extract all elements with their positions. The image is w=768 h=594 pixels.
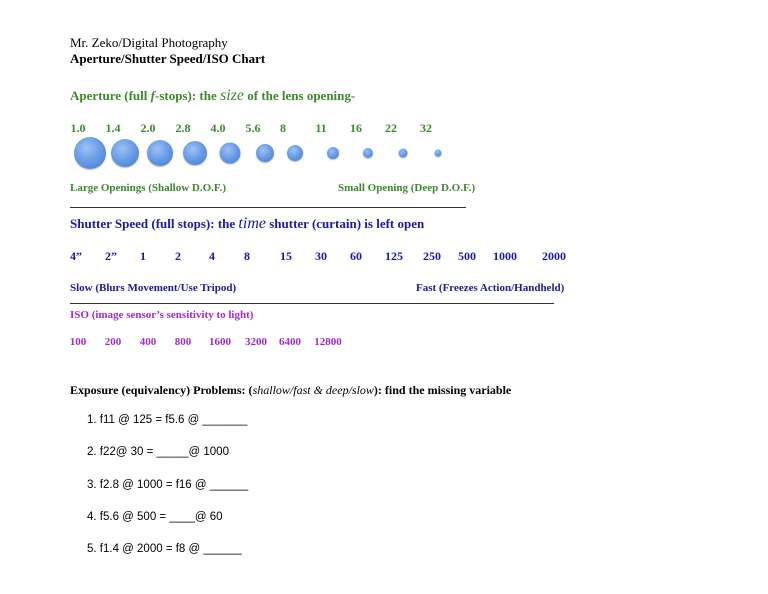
- shutter-heading: [70, 215, 424, 233]
- exposure-problem-item: 1. f11 @ 125 = f5.6 @ _______: [87, 414, 248, 426]
- lens-opening-circle: [147, 140, 173, 166]
- aperture-heading-text: -stops): the: [154, 88, 220, 103]
- aperture-stop-label: 1.0: [70, 121, 86, 135]
- exposure-problem-item: 3. f2.8 @ 1000 = f16 @ ______: [87, 479, 249, 491]
- aperture-stop-label: 16: [350, 121, 362, 135]
- shutter-speed-label: 250: [423, 249, 441, 263]
- iso-value-label: 12800: [314, 336, 342, 348]
- shutter-speed-label: 8: [244, 249, 250, 263]
- shutter-heading-text: shutter (curtain) is left open: [265, 216, 425, 231]
- exposure-heading-text: ): find the missing variable: [373, 383, 512, 397]
- aperture-heading-size: size: [219, 87, 244, 104]
- lens-opening-circle: [435, 150, 442, 157]
- shutter-heading-time: time: [238, 215, 266, 232]
- lens-opening-circle: [287, 145, 303, 161]
- lens-opening-circle: [74, 137, 106, 169]
- aperture-stop-label: 2.0: [140, 121, 156, 135]
- aperture-stop-label: 2.8: [175, 121, 191, 135]
- shutter-heading-text: Shutter Speed (full stops): the: [70, 216, 239, 231]
- shutter-speed-label: 1000: [493, 249, 517, 263]
- aperture-stop-label: 22: [385, 121, 397, 135]
- aperture-stop-label: 32: [420, 121, 432, 135]
- aperture-stop-label: 1.4: [105, 121, 121, 135]
- iso-value-label: 3200: [245, 336, 267, 348]
- aperture-heading-text: Aperture (full: [70, 88, 151, 103]
- shutter-speed-label: 30: [315, 249, 327, 263]
- exposure-heading-italic: shallow/fast & deep/slow: [252, 383, 374, 397]
- lens-opening-circle: [399, 149, 408, 158]
- aperture-heading-text: of the lens opening-: [243, 88, 356, 103]
- slow-caption: Slow (Blurs Movement/Use Tripod): [70, 282, 237, 294]
- shutter-speed-label: 2000: [542, 249, 566, 263]
- aperture-heading-f: f: [150, 88, 155, 103]
- aperture-stop-label: 8: [280, 121, 286, 135]
- small-opening-caption: Small Opening (Deep D.O.F.): [338, 182, 476, 194]
- iso-value-label: 400: [139, 336, 157, 348]
- iso-value-label: 800: [174, 336, 192, 348]
- lens-opening-circle: [327, 147, 339, 159]
- exposure-problem-item: 2. f22@ 30 = _____@ 1000: [87, 446, 229, 458]
- lens-opening-circle: [363, 148, 373, 158]
- iso-value-label: 1600: [209, 336, 231, 348]
- lens-opening-circle: [183, 141, 207, 165]
- aperture-heading: [70, 87, 355, 105]
- aperture-stop-label: 4.0: [210, 121, 226, 135]
- shutter-speed-label: 2: [175, 249, 181, 263]
- lens-opening-circle: [111, 139, 139, 167]
- aperture-stop-label: 11: [315, 121, 327, 135]
- shutter-speed-label: 15: [280, 249, 292, 263]
- exposure-heading-text: Exposure (equivalency) Problems: (: [70, 383, 253, 397]
- shutter-speed-label: 500: [458, 249, 476, 263]
- author-line: Mr. Zeko/Digital Photography: [70, 35, 228, 50]
- shutter-speed-label: 4: [209, 249, 215, 263]
- aperture-divider: [70, 207, 466, 208]
- shutter-speed-label: 125: [385, 249, 403, 263]
- lens-opening-circle: [220, 143, 241, 164]
- iso-heading: ISO (image sensor’s sensitivity to light): [70, 309, 254, 321]
- exposure-problem-item: 5. f1.4 @ 2000 = f8 @ ______: [87, 543, 242, 555]
- large-openings-caption: Large Openings (Shallow D.O.F.): [70, 182, 227, 194]
- iso-value-label: 100: [69, 336, 87, 348]
- exposure-problem-item: 4. f5.6 @ 500 = ____@ 60: [87, 511, 223, 523]
- shutter-speed-label: 2”: [105, 249, 117, 263]
- shutter-speed-label: 60: [350, 249, 362, 263]
- iso-value-label: 6400: [279, 336, 301, 348]
- lens-opening-circle: [256, 144, 274, 162]
- shutter-divider: [70, 303, 554, 304]
- fast-caption: Fast (Freezes Action/Handheld): [416, 282, 565, 294]
- aperture-stop-label: 5.6: [245, 121, 261, 135]
- shutter-speed-label: 1: [140, 249, 146, 263]
- exposure-heading: [70, 383, 511, 398]
- document-title: Aperture/Shutter Speed/ISO Chart: [70, 51, 266, 66]
- shutter-speed-label: 4”: [70, 249, 82, 263]
- iso-value-label: 200: [104, 336, 122, 348]
